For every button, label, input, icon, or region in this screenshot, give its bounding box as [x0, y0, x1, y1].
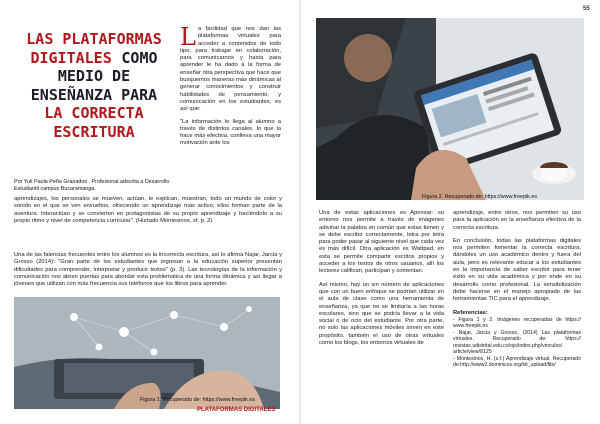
network-laptop-illustration: [14, 297, 280, 409]
reference-item: - Najar, Jarcia y Grosso, (2014) Las plataformas virtuales. Recuperado de: https:// revistas.udistrital.edu.co/ojs/index.php/vinculos/ article/view/8125: [453, 329, 581, 356]
right-column-2: [453, 210, 581, 369]
author-byline: Por Yuli Paola Peña Granados . Profesional adscrita a Desarrollo Estudiantil campus Bucaramanga.: [14, 179, 170, 192]
title-line-3: MEDIO DE: [57, 67, 131, 85]
page-number: 55: [583, 6, 590, 12]
reference-item: - Montesinos, H. (s.f.) Aprendizaje virtual. Recuperado de:http://www2.dominicos.org/kit_upload/file/: [453, 355, 581, 369]
intro-column: [180, 23, 281, 148]
footer-section-tag: PLATAFORMAS DIGITALES: [197, 407, 276, 413]
figure-1-photo: [14, 297, 280, 409]
title-line-5: LA CORRECTA: [44, 104, 144, 122]
article-title: [10, 30, 178, 141]
title-line-4: ENSEÑANZA PARA: [30, 85, 158, 104]
applications-paragraph: Así mismo, hay un sin número de aplicaciones que con un buen enfoque se podrían utilizar en el aula de clase como una herramienta de enseñanza, ya que no se limitaría a las horas escolares, sino que se podría llevar a la vida social o de ocio del estudiante. Por otra parte, no solo las aplicaciones móviles sirven en este propósito, también el uso de otras virtuales como los blogs, los entornos virtuales de: [319, 281, 444, 347]
reference-item: - Figura 1 y 2. Imágenes recuperadas de https:// www.freepik.es: [453, 316, 581, 330]
body-paragraph-1: aprendizajes, los personales se mueven, actúan, le explican, muestran, todo un mundo de color y sonido en el que se ven envueltos, ofreciendo un aprendizaje más activo, ellos forman parte de la aventura. Interactúan y se convierten en protagonistas de su propio aprendizaje y haciéndolo a su propio ritmo y nivel de competencia curricular". (Hurtado Montesinos, sf, p. 2): [14, 196, 282, 224]
right-page: [301, 0, 600, 424]
intro-text: a facilidad que nos dan las plataformas virtuales para acceder a contenidos de todo tipo, para trabajar en colaboración, para comunicarnos y hasta para aprender le ha dado a la forma de enseñar otra perspectiva que hace que busquemos maneras más dinámicas al generar conocimientos y construir habilidades de pensamiento, y comunicación en los estudiantes, es así que:: [180, 26, 281, 113]
references-heading: Referencias:: [453, 309, 488, 316]
apps-paragraph: Una de estas aplicaciones es Apensar: su entorno nos permite a través de imágenes adivinar la palabra en común que estas tienen y se debe escribir correctamente, letra por letra para poder pasar al siguiente nivel que cada vez es más difícil. Otra aplicación es Wattpad, en esta se permite compartir escritos propios y acceder a los textos de otros usuarios, allí los lectores califican, participan y comentan.: [319, 210, 444, 275]
figure-2-photo: [316, 18, 584, 200]
continuation-paragraph: aprendizaje, entre otros, nos permiten su uso para la aplicación en la enseñanza efectiva de la correcta escritura.: [453, 210, 581, 231]
title-line-1: LAS PLATAFORMAS: [26, 30, 162, 48]
figure-1-caption: Figura 1. Recuperado de: https://www.freepik.es: [140, 397, 256, 403]
right-column-1: [319, 210, 444, 353]
tablet-coffee-illustration: [316, 18, 584, 200]
conclusion-paragraph: En conclusión, todas las plataformas digitales nos permiten fomentar la correcta escritura, dándoles un uso académico dentro y fuera del aula, pero es relevante educar a los estudiantes en la importancia de saber escribir para tener éxito en su vida académica y por ende en su desarrollo como profesional. La sensibilización debe hacerse en el manejo apropiado de las herramientas TIC para el aprendizaje.: [453, 237, 581, 303]
drop-cap: L: [180, 23, 196, 51]
quote-text: "La información le llega al alumno a través de distintos canales, lo que la hace más efectiva, conlleva una mayor motivación ante los: [180, 118, 281, 147]
title-line-2: DIGITALES COMO: [30, 48, 158, 67]
body-paragraph-2: Una de las falencias frecuentes entre los alumnos es la incorrecta escritura, así lo afirma Najar, Jarcia y Grosso (2014): "Gran parte de los estudiantes que ingresan a la educación superior presentan dificultades para comprender, interpretar y producir textos" (p. 3). Las tecnologías de la información y comunicación nos abren puertas para abordar esta problemática de una forma dinámica y así llegar a jóvenes que utilizan con más frecuencia sus teléfonos que los libros para aprender.: [14, 252, 282, 288]
left-page: [0, 0, 299, 424]
title-line-6: ESCRITURA: [53, 122, 135, 141]
figure-2-caption: Figura 2. Recuperado de: https://www.freepik.es: [422, 194, 538, 200]
